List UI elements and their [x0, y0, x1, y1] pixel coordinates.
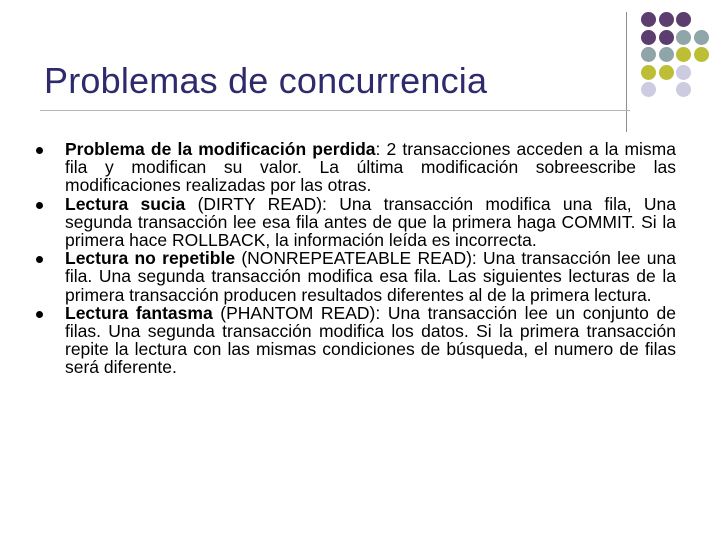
decorative-dot-grid	[641, 12, 720, 112]
slide-title: Problemas de concurrencia	[44, 60, 488, 101]
olive-dot-icon	[676, 47, 691, 62]
bullet-term: Problema de la modificación perdida	[65, 139, 376, 159]
purple-dot-icon	[659, 30, 674, 45]
bullet-text: (PHANTOM READ): Una transacción lee un conjunto de filas. Una segunda transacción modifica los datos. Si la primera transacción repite la lectura con las mismas condiciones de búsqueda, el numero de filas será diferente.	[65, 302, 676, 378]
bullet-dot-icon	[36, 256, 43, 263]
vertical-divider	[626, 12, 627, 132]
olive-dot-icon	[641, 65, 656, 80]
bullet-text: : 2 transacciones acceden a la misma fila y modifican su valor. La última modificación sobreescribe las modificaciones realizadas por las otras.	[65, 139, 676, 196]
purple-dot-icon	[641, 12, 656, 27]
lavender-dot-icon	[676, 82, 691, 97]
title-divider	[40, 110, 630, 111]
purple-dot-icon	[659, 12, 674, 27]
bullet-dot-icon	[36, 202, 43, 209]
purple-dot-icon	[676, 12, 691, 27]
teal-dot-icon	[694, 30, 709, 45]
bullet-text: (DIRTY READ): Una transacción modifica una fila, Una segunda transacción lee esa fila antes de que la primera haga COMMIT. Si la primera hace ROLLBACK, la información leída es incorrecta.	[65, 193, 677, 251]
lavender-dot-icon	[676, 65, 691, 80]
bullet-text: (NONREPEATEABLE READ): Una transacción lee una fila. Una segunda transacción modifica esa fila. Las siguientes lecturas de la primera transacción producen resultados diferentes al de la primera lectura.	[65, 248, 676, 305]
bullet-dot-icon	[36, 147, 43, 154]
bullet-item-lectura-fantasma	[36, 304, 676, 377]
bullet-term: Lectura no repetible	[65, 248, 236, 269]
lavender-dot-icon	[641, 82, 656, 97]
olive-dot-icon	[694, 47, 709, 62]
teal-dot-icon	[659, 47, 674, 62]
bullet-item-modificacion-perdida	[36, 140, 676, 195]
bullet-term: Lectura fantasma	[65, 302, 213, 323]
bullet-item-lectura-sucia	[36, 195, 676, 250]
bullet-term: Lectura sucia	[65, 193, 186, 214]
teal-dot-icon	[676, 30, 691, 45]
purple-dot-icon	[641, 30, 656, 45]
teal-dot-icon	[641, 47, 656, 62]
bullet-item-lectura-no-repetible	[36, 249, 676, 304]
bullet-dot-icon	[36, 311, 43, 318]
bullet-list	[36, 140, 676, 377]
olive-dot-icon	[659, 65, 674, 80]
